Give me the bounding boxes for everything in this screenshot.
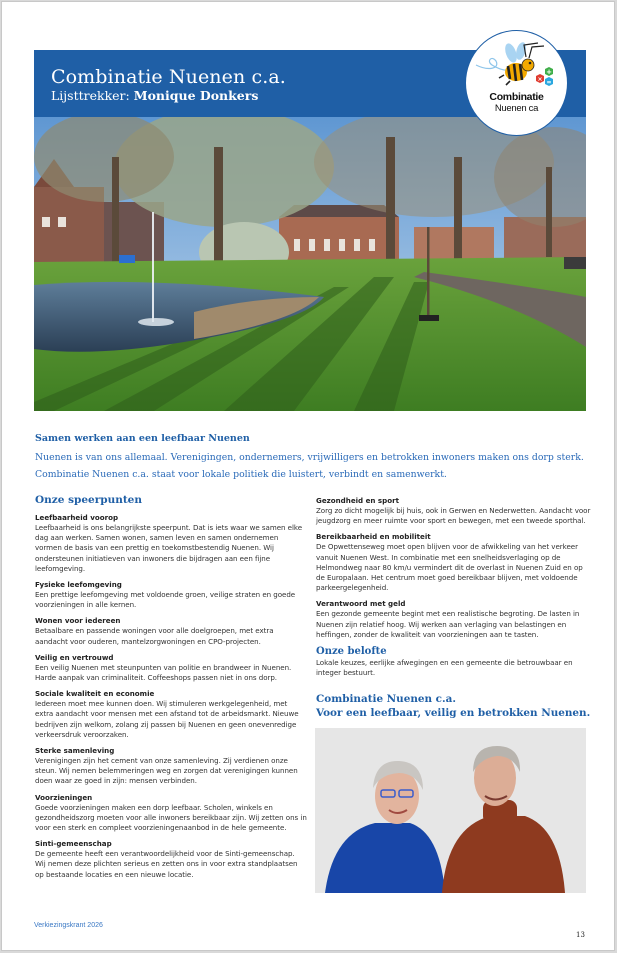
portrait-illustration (315, 728, 586, 893)
speerpunt-title: Wonen voor iedereen (35, 616, 121, 626)
closing-slogan (316, 692, 592, 720)
lead-candidate-line (51, 88, 258, 103)
speerpunt-body: Een gezonde gemeente begint met een realistische begroting. De lasten in Nuenen zijn relatief hoog. Wij werken aan verlaging van belastingen en heffingen, zonder de kwaliteit van voorzieningen aan te tasten. (316, 609, 580, 639)
speerpunt-title: Voorzieningen (35, 792, 93, 802)
logo-wordmark-top: Combinatie (489, 91, 544, 103)
speerpunt-title: Sociale kwaliteit en economie (35, 689, 155, 699)
speerpunt-item (316, 532, 592, 593)
svg-text:+: + (546, 68, 552, 76)
candidates-portrait-photo (315, 728, 586, 893)
speerpunt-body: Verenigingen zijn het cement van onze samenleving. Zij verdienen onze steun. Wij nemen belemmeringen weg en zorgen dat verenigingen kunnen doen waar ze goed in zijn: mensen verbinden. (35, 756, 298, 786)
speerpunt-body: Iedereen moet mee kunnen doen. Wij stimuleren werkgelegenheid, met extra aandacht voor mensen met een afstand tot de arbeidsmarkt. Nieuwe bedrijven zijn welkom, zolang zij passen bij Nuenen en geen onevenredige verkeersdruk veroorzaken. (35, 699, 299, 739)
speerpunt-body: Goede voorzieningen maken een dorp leefbaar. Scholen, winkels en gezondheidszorg moeten voor alle inwoners bereikbaar zijn. Wij zetten ons in voor een sterk en compleet voorzieningenaanbod in de hele gemeente. (35, 802, 307, 833)
speerpunt-item (35, 839, 307, 880)
speerpunten-heading: Onze speerpunten (35, 494, 142, 506)
logo-wordmark-bottom: Nuenen ca (494, 103, 539, 114)
speerpunt-title: Fysieke leefomgeving (35, 580, 122, 590)
speerpunt-body: Een prettige leefomgeving met voldoende groen, veilige straten en goede voorzieningen in alle kernen. (35, 590, 296, 610)
party-logo (465, 30, 568, 136)
speerpunt-item (35, 513, 307, 574)
speerpunt-item (35, 653, 307, 683)
speerpunt-title: Leefbaarheid voorop (35, 513, 119, 522)
speerpunt-item (316, 599, 592, 640)
belofte-heading: Onze belofte (316, 646, 387, 658)
speerpunten-left-column (35, 494, 307, 886)
lead-name: Monique Donkers (133, 88, 259, 103)
belofte-body: Lokale keuzes, eerlijke afwegingen en een gemeente die betrouwbaar en integer bestuurt. (316, 658, 573, 678)
speerpunt-body: De Opwettenseweg moet open blijven voor de afwikkeling van het verkeer vanuit Nuenen West. In combinatie met een snelheidsverlaging op de Helmondweg naar 80 km/u vermindert dit de overlast in Nuenen Zuid en op de Europalaan. Het centrum moet goed bereikbaar blijven, met voldoende parkeergelegenheid. (316, 542, 583, 593)
bee-mascot-icon (466, 31, 568, 136)
intro-heading: Samen werken aan een leefbaar Nuenen (35, 433, 250, 444)
speerpunten-right-column (316, 496, 592, 720)
speerpunt-item (35, 746, 307, 787)
speerpunt-body: Zorg zo dicht mogelijk bij huis, ook in Gerwen en Nederwetten. Aandacht voor jeugdzorg en meer ruimte voor sport en bewegen, met een tweede sporthal. (316, 506, 591, 526)
hero-photo (34, 117, 586, 411)
intro-line-2: Combinatie Nuenen c.a. staat voor lokale politiek die luistert, verbindt en samenwerkt. (35, 469, 447, 480)
speerpunt-item (35, 793, 307, 834)
speerpunt-title: Sterke samenleving (35, 746, 115, 756)
speerpunt-body: Leefbaarheid is ons belangrijkste speerpunt. Dat is iets waar we samen elke dag aan werken. Samen wonen, samen leven en samen ondernemen vormen de basis van een prettig en toekomstbestendig Nuenen. Wij ondersteunen initiatieven van inwoners die bijdragen aan een fijne leefomgeving. (35, 523, 303, 573)
speerpunt-title: Sinti-gemeenschap (35, 839, 112, 849)
speerpunt-title: Veilig en vertrouwd (35, 652, 114, 662)
newspaper-page (1, 1, 615, 951)
svg-text:×: × (537, 76, 543, 83)
speerpunt-item (35, 580, 307, 610)
speerpunt-title: Bereikbaarheid en mobiliteit (316, 532, 431, 542)
page-number: 13 (576, 931, 585, 939)
publication-name: Verkiezingskrant 2026 (34, 922, 103, 929)
intro-paragraph (35, 449, 595, 483)
lead-label: Lijsttrekker: (51, 88, 130, 103)
intro-line-1: Nuenen is van ons allemaal. Verenigingen, ondernemers, vrijwilligers en betrokken inwoners maken ons dorp sterk. (35, 452, 584, 463)
slogan-line-1: Combinatie Nuenen c.a. (316, 693, 456, 706)
speerpunt-body: De gemeente heeft een verantwoordelijkheid voor de Sinti-gemeenschap. Wij nemen deze plichten serieus en zetten ons in voor extra standplaatsen op bestaande locaties en een nieuwe locatie. (35, 849, 298, 879)
speerpunt-item (316, 496, 592, 526)
slogan-line-2: Voor een leefbaar, veilig en betrokken Nuenen. (316, 707, 591, 720)
speerpunt-body: Betaalbare en passende woningen voor alle doelgroepen, met extra aandacht voor ouderen, mantelzorgwoningen en CPO-projecten. (35, 626, 274, 646)
svg-text:=: = (546, 79, 552, 86)
party-title: Combinatie Nuenen c.a. (51, 66, 286, 88)
park-photo-illustration (34, 117, 586, 411)
speerpunt-title: Verantwoord met geld (316, 599, 406, 609)
speerpunt-item (35, 689, 307, 740)
speerpunt-body: Een veilig Nuenen met steunpunten van politie en brandweer in Nuenen. Harde aanpak van criminaliteit. Coffeeshops passen niet in ons dorp. (35, 662, 292, 683)
speerpunt-item (35, 616, 307, 646)
speerpunt-title: Gezondheid en sport (316, 496, 399, 505)
